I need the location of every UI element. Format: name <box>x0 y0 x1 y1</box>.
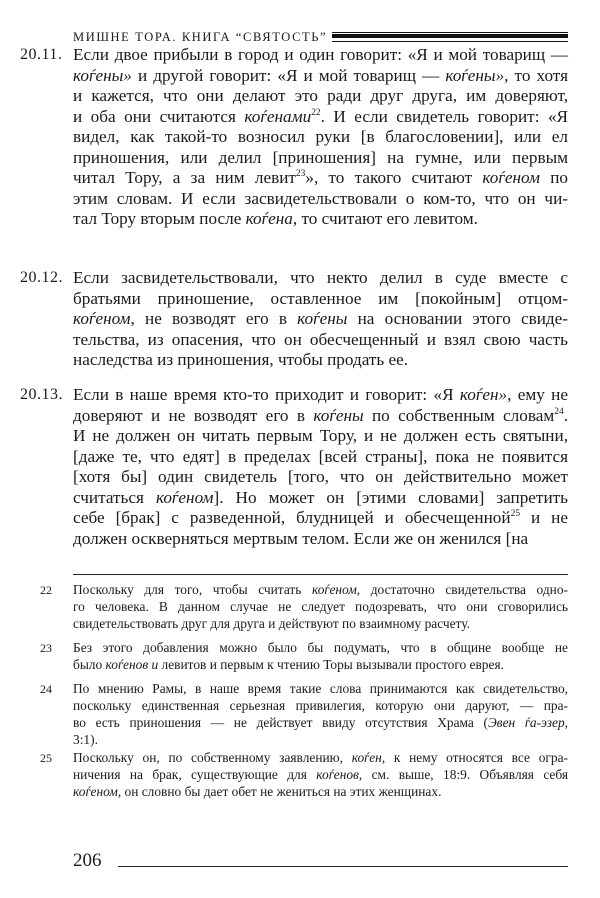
text-line <box>73 107 568 128</box>
italic-term: коѓены <box>297 309 348 328</box>
text-segment: левитов и первым к чтению Торы вызывали простого еврея. <box>158 657 504 672</box>
text-line <box>73 209 568 230</box>
footnote-separator <box>73 574 568 575</box>
italic-term: коѓен <box>351 750 382 765</box>
italic-term: коѓены» <box>445 65 505 85</box>
text-segment: во есть приношения — не действует ввиду отсутствия Храма ( <box>73 715 489 730</box>
text-segment: [даже те, что едят] в пределах [всей страны], пока не появится <box>73 446 568 466</box>
text-line <box>73 581 568 598</box>
text-segment: Без этого добавления можно было бы подумать, что в общине вообще не <box>73 640 568 655</box>
text-segment: ]. Но может он [этими словами] запретить <box>213 487 568 507</box>
italic-term: коѓены» <box>73 65 132 85</box>
text-segment: Если двое прибыли в город и один говорит: «Я и мой товарищ — <box>73 45 568 64</box>
text-segment: и другой говорит: «Я и мой товарищ — <box>131 65 446 85</box>
text-line <box>73 45 568 66</box>
text-line <box>73 406 568 427</box>
text-segment: и не <box>520 508 568 527</box>
text-line <box>73 508 568 529</box>
italic-term: коѓенов <box>316 767 359 782</box>
footnote-number: 22 <box>40 583 52 597</box>
text-line <box>73 268 568 289</box>
text-segment: тал Тору вторым после <box>73 209 246 228</box>
paragraph-number: 20.11. <box>20 46 63 63</box>
text-segment: этим словам. И если засвидетельствовали о ком-то, что он чи- <box>73 188 568 208</box>
text-segment: должен оскверняться мертвым телом. Если же он женился [на <box>73 528 529 548</box>
text-segment: приношения, или делил [приношения] на гумне, или первым <box>73 147 568 167</box>
running-header-title: МИШНЕ ТОРА. КНИГА “СВЯТОСТЬ” <box>73 29 328 44</box>
text-segment: и кажется, что они делают это ради друг друга, им доверяют, <box>73 86 568 105</box>
text-segment: по собственным словам <box>363 405 555 425</box>
text-segment: братьями приношение, оставленное им [покойным] отцом- <box>73 288 568 308</box>
page-number: 206 <box>73 850 102 871</box>
text-line <box>73 467 568 488</box>
text-segment: свидетельствовать друг для друга и действуют по взаимному расчету. <box>73 616 470 631</box>
text-line <box>73 639 568 656</box>
text-segment: тельства, из опасения, что он обесчещенный и взял свою часть <box>73 329 568 349</box>
text-line <box>73 309 568 330</box>
text-line <box>73 766 568 783</box>
text-segment: И не должен он читать первым Тору, и не должен есть святыни, <box>73 426 568 445</box>
text-line <box>73 783 568 800</box>
text-segment: , ему не <box>507 385 568 404</box>
text-line <box>73 598 568 615</box>
footnote-number: 23 <box>40 641 52 655</box>
text-line <box>73 615 568 632</box>
text-segment: и оба они считаются <box>73 106 245 126</box>
text-line <box>73 426 568 447</box>
text-line <box>73 385 568 406</box>
text-segment: , то считают его левитом. <box>292 209 478 228</box>
text-line <box>73 168 568 189</box>
text-line <box>73 656 568 673</box>
italic-term: коѓен» <box>459 385 508 404</box>
running-header <box>73 28 568 46</box>
text-segment: , он словно бы дает обет не жениться на этих женщинах. <box>117 784 442 799</box>
header-decorative-rule <box>332 32 568 42</box>
text-line <box>73 731 568 748</box>
text-segment: , см. выше, 18:9. Объявляя себя <box>358 767 569 782</box>
italic-term: коѓеном <box>311 582 357 597</box>
italic-term: коѓеном <box>73 784 118 799</box>
text-segment: го человека. В данном случае не следует подозревать, что они сговорились <box>73 599 568 614</box>
text-segment: наследства из приношения, чтобы продать ее. <box>73 350 409 369</box>
text-segment: Поскольку он, по собственному заявлению, <box>73 750 352 765</box>
italic-term: коѓеном <box>155 487 214 507</box>
text-line <box>73 66 568 87</box>
text-segment: считаться <box>73 487 156 507</box>
text-line <box>73 680 568 697</box>
text-segment: , <box>564 715 569 730</box>
footnote-reference: 22 <box>311 107 321 118</box>
paragraph-number: 20.13. <box>20 386 63 403</box>
paragraph-number: 20.12. <box>20 269 63 286</box>
text-segment: , к нему относятся все огра- <box>381 750 568 765</box>
text-line <box>73 127 568 148</box>
italic-term: коѓеном <box>482 168 540 187</box>
italic-term: Эвен ѓа-эзер <box>488 715 565 730</box>
text-segment: , не возводят его в <box>130 309 298 328</box>
text-segment: Если в наше время кто-то приходит и говорит: «Я <box>73 385 460 404</box>
text-segment: видел, как такой-то возносил руки [в благословении], или ел <box>73 127 568 146</box>
footnote-number: 24 <box>40 682 52 696</box>
footnote-reference: 24 <box>554 406 564 417</box>
text-segment: доверяют и не возводят его в <box>73 405 314 425</box>
italic-term: коѓенов и <box>105 657 159 672</box>
text-segment: на основании этого свиде- <box>347 309 568 328</box>
text-line <box>73 330 568 351</box>
italic-term: коѓеном <box>73 309 131 328</box>
italic-term: коѓены <box>313 405 364 425</box>
text-segment: По мнению Рамы, в наше время такие слова принимаются как свидетельство, <box>73 681 568 696</box>
text-segment: », то такого считают <box>305 168 483 187</box>
text-segment: читал Тору, а за ним левит <box>73 168 296 187</box>
text-line <box>73 697 568 714</box>
footnote-reference: 23 <box>295 169 306 180</box>
text-line <box>73 189 568 210</box>
text-segment: по <box>539 168 568 187</box>
text-segment: , то хотя <box>504 65 568 85</box>
text-line <box>73 86 568 107</box>
text-line <box>73 529 568 550</box>
text-segment: Если засвидетельствовали, что некто делил в суде вместе с <box>73 268 568 287</box>
text-line <box>73 488 568 509</box>
text-segment: [хотя бы] один свидетель [того, что он действительно может <box>73 467 568 486</box>
text-segment: было <box>73 657 106 672</box>
text-segment: . <box>563 405 568 425</box>
text-segment: . И если свидетель говорит: «Я <box>320 106 569 126</box>
text-line <box>73 447 568 468</box>
text-line <box>73 148 568 169</box>
italic-term: коѓена <box>245 209 293 228</box>
text-line <box>73 289 568 310</box>
footnote-reference: 25 <box>510 509 521 520</box>
text-segment: себе [брак] с разведенной, блудницей и обесчещенной <box>73 508 511 527</box>
text-line <box>73 749 568 766</box>
footnote-number: 25 <box>40 751 52 765</box>
text-segment: ничения на брак, существующие для <box>73 767 317 782</box>
text-segment: 3:1). <box>73 732 98 747</box>
text-line <box>73 350 568 371</box>
footer-rule <box>118 866 568 867</box>
text-segment: поскольку единственная серьезная привилегия, которую они даруют, — пра- <box>73 698 568 713</box>
text-line <box>73 714 568 731</box>
text-segment: Поскольку для того, чтобы считать <box>73 582 312 597</box>
text-segment: , достаточно свидетельства одно- <box>356 582 568 597</box>
italic-term: коѓенами <box>244 106 312 126</box>
